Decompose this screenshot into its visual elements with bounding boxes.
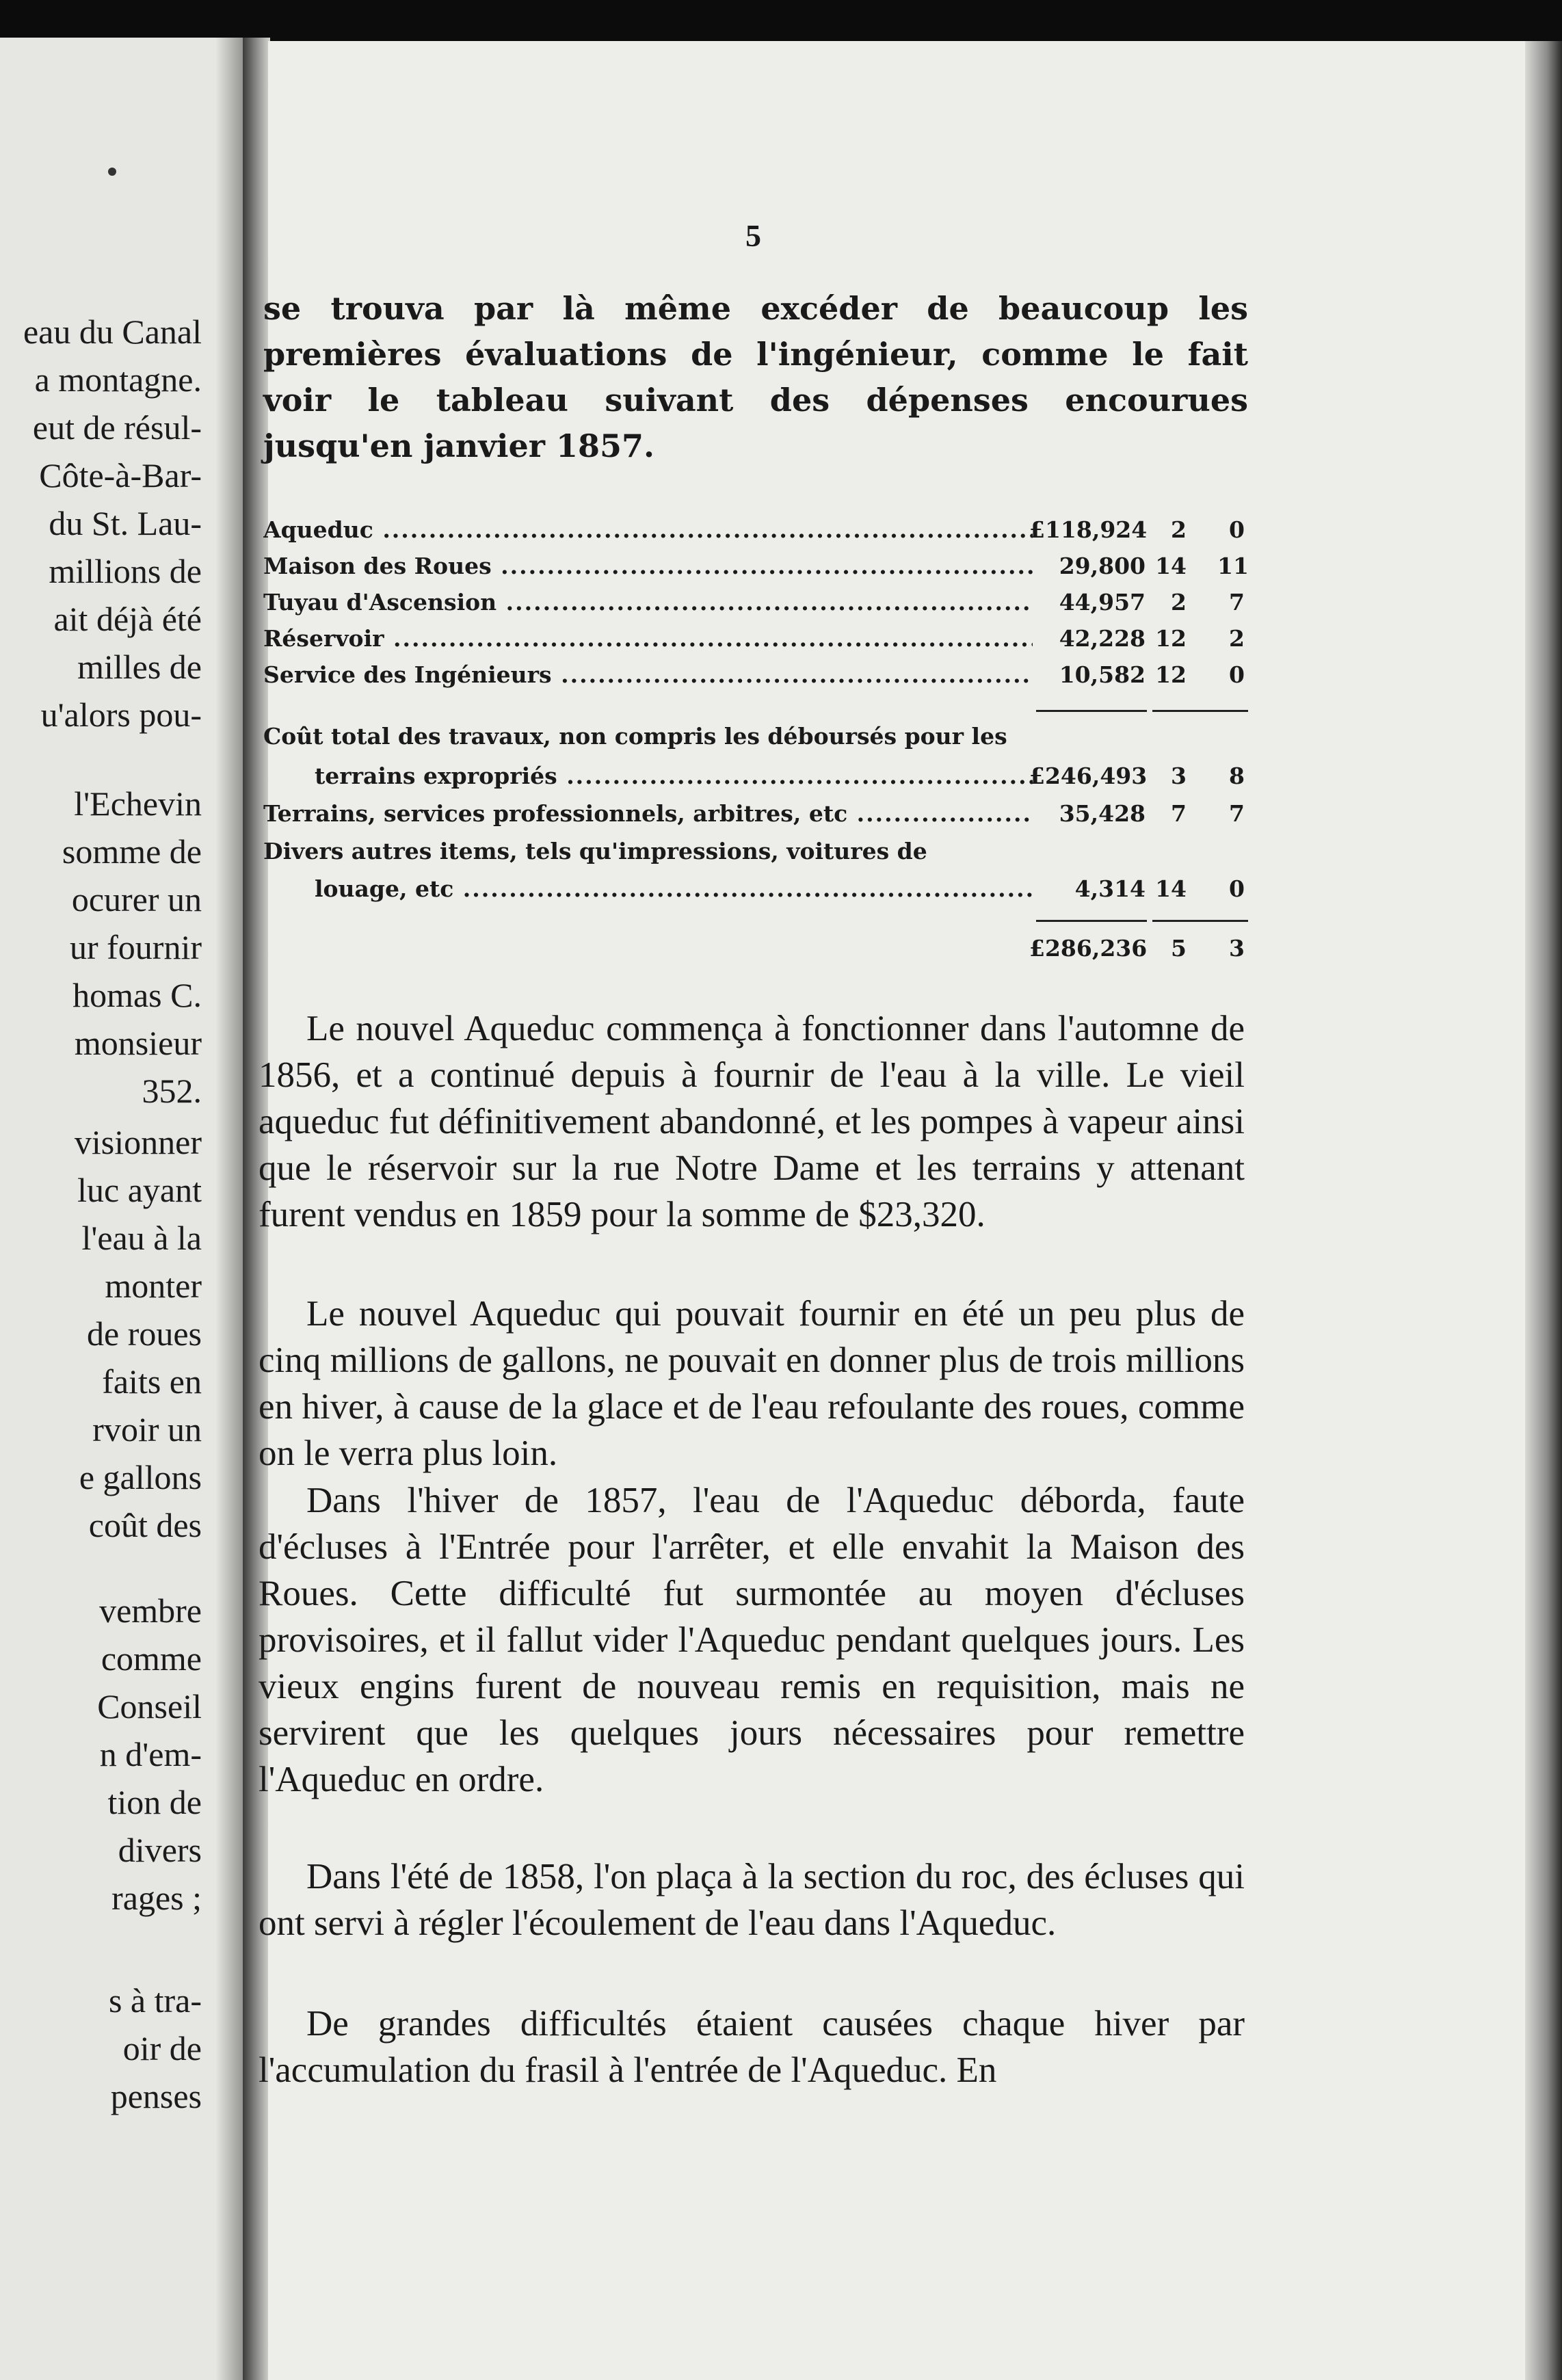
- expense-row: [263, 516, 1248, 551]
- expense-pence: 7: [1229, 800, 1245, 827]
- left-line: l'eau à la: [81, 1219, 202, 1257]
- expense-pence: 0: [1229, 661, 1245, 688]
- total-label-cont: terrains expropriés .....: [315, 763, 1033, 789]
- expense-pence: 11: [1217, 553, 1249, 579]
- body-paragraph: Dans l'été de 1858, l'on plaça à la section du roc, des écluses qui ont servi à régler l'écoulement de l'eau dans l'Aqueduc.: [259, 1857, 1245, 1943]
- left-line: somme de: [62, 832, 202, 871]
- expense-amount: 10,582: [1059, 661, 1146, 688]
- grand-total-row: [263, 935, 1248, 969]
- left-line: e gallons: [79, 1458, 202, 1496]
- expense-amount: 44,957: [1059, 589, 1146, 616]
- expense-pence: 2: [1229, 625, 1245, 652]
- expense-shillings: 2: [1171, 516, 1187, 543]
- left-line: homas C.: [72, 976, 202, 1014]
- left-line: ait déjà été: [53, 600, 202, 638]
- page-shadow: [215, 38, 243, 2380]
- left-line: a montagne.: [34, 360, 202, 399]
- left-line: monter: [105, 1267, 202, 1305]
- total-label: Coût total des travaux, non compris les déboursés pour les: [263, 723, 1007, 750]
- expense-label: Aqueduc .....: [263, 516, 1033, 543]
- left-line: Côte-à-Bar-: [39, 456, 202, 494]
- sum-rule: [1036, 710, 1147, 712]
- expense-shillings: 2: [1171, 589, 1187, 616]
- expense-amount: £118,924: [1029, 516, 1148, 543]
- left-line: millions de: [49, 552, 202, 590]
- expense-pence: 0: [1229, 516, 1245, 543]
- expense-label: Maison des Roues .....: [263, 553, 1033, 579]
- expense-label: Réservoir .....: [263, 625, 1033, 652]
- grand-total-shillings: 5: [1171, 935, 1187, 962]
- expense-pence: 7: [1229, 589, 1245, 616]
- divers-label: Divers autres items, tels qu'impressions, voitures de: [263, 838, 927, 864]
- divers-label-cont: louage, etc .....: [315, 875, 1033, 902]
- left-line: eut de résul-: [32, 408, 202, 447]
- expense-amount: 29,800: [1059, 553, 1146, 579]
- page-number: 5: [745, 218, 761, 253]
- body-paragraph: De grandes difficultés étaient causées chaque hiver par l'accumulation du frasil à l'entrée de l'Aqueduc. En: [259, 2004, 1245, 2090]
- left-line: faits en: [102, 1362, 202, 1401]
- expense-shillings: 7: [1171, 800, 1187, 827]
- left-line: divers: [118, 1831, 202, 1869]
- sum-rule: [1036, 920, 1147, 922]
- expense-label: Tuyau d'Ascension .....: [263, 589, 1033, 616]
- body-paragraph: Le nouvel Aqueduc commença à fonctionner dans l'automne de 1856, et a continué depuis à fournir de l'eau à la ville. Le vieil aqueduc fut définitivement abandonné, et les pompes à vapeur ainsi que le réservoir sur la rue Notre Dame et les terrains y attenant furent vendus en 1859 pour la somme de $23,320.: [259, 1009, 1245, 1234]
- grand-total-pence: 3: [1229, 935, 1245, 962]
- expense-shillings: 12: [1155, 625, 1187, 652]
- left-line: rages ;: [111, 1879, 202, 1917]
- left-line: ur fournir: [70, 928, 202, 966]
- left-line: u'alors pou-: [40, 696, 202, 734]
- divers-pence: 0: [1229, 875, 1245, 902]
- left-line: eau du Canal: [23, 313, 202, 351]
- body-paragraph: Le nouvel Aqueduc qui pouvait fournir en été un peu plus de cinq millions de gallons, ne pouvait en donner plus de trois millions en hiver, à cause de la glace et de l'eau refoulante des roues, comme on le verra plus loin.: [259, 1294, 1245, 1473]
- expense-row: [263, 589, 1248, 623]
- left-line: s à tra-: [108, 1981, 202, 2020]
- expense-label: Service des Ingénieurs .....: [263, 661, 1033, 688]
- left-line: du St. Lau-: [49, 504, 202, 542]
- expense-row: [263, 661, 1248, 696]
- expense-shillings: 14: [1155, 553, 1187, 579]
- body-paragraph: Dans l'hiver de 1857, l'eau de l'Aqueduc déborda, faute d'écluses à l'Entrée pour l'arrêter, et elle envahit la Maison des Roues. Cette difficulté fut surmontée au moyen d'écluses provisoires, et il fallut vider l'Aqueduc pendant quelques jours. Les vieux engins furent de nouveau remis en requisition, mais ne servirent que les quelques jours nécessaires pour remettre l'Aqueduc en ordre.: [259, 1481, 1245, 1799]
- grand-total-amount: £286,236: [1029, 935, 1148, 962]
- expense-label: Terrains, services professionnels, arbitres, etc .....: [263, 800, 1033, 827]
- left-line: n d'em-: [99, 1735, 202, 1773]
- total-pence: 8: [1229, 763, 1245, 789]
- left-line: milles de: [77, 648, 202, 686]
- intro-paragraph: se trouva par là même excéder de beaucoup les premières évaluations de l'ingénieur, comme le fait voir le tableau suivant des dépenses encourues jusqu'en janvier 1857.: [263, 290, 1248, 464]
- total-label-row: [263, 723, 1248, 757]
- divers-row: [263, 875, 1248, 910]
- left-line: rvoir un: [92, 1410, 202, 1449]
- left-line: comme: [101, 1639, 202, 1678]
- left-line: luc ayant: [77, 1171, 202, 1209]
- page-edge: [1525, 41, 1562, 2380]
- left-line: ocurer un: [71, 880, 202, 918]
- divers-amount: 4,314: [1074, 875, 1146, 902]
- left-line: tion de: [107, 1783, 202, 1821]
- expense-amount: 42,228: [1059, 625, 1146, 652]
- left-line: 352.: [142, 1072, 202, 1110]
- left-line: l'Echevin: [74, 784, 202, 823]
- total-shillings: 3: [1171, 763, 1187, 789]
- divers-shillings: 14: [1155, 875, 1187, 902]
- left-line: vembre: [99, 1591, 202, 1630]
- left-line: penses: [110, 2077, 202, 2115]
- total-amount: £246,493: [1029, 763, 1148, 789]
- total-row: [263, 763, 1248, 797]
- expense-row: [263, 625, 1248, 659]
- left-line: coût des: [88, 1506, 202, 1544]
- left-facing-page: [0, 38, 243, 2380]
- expense-row: [263, 553, 1248, 587]
- expense-amount: 35,428: [1059, 800, 1146, 827]
- sum-rule: [1152, 710, 1248, 712]
- left-line: Conseil: [97, 1687, 202, 1726]
- left-line: de roues: [87, 1314, 202, 1353]
- left-line: oir de: [122, 2029, 202, 2067]
- left-line: monsieur: [74, 1024, 202, 1062]
- divers-label-row: [263, 838, 1248, 872]
- expense-row: [263, 800, 1248, 834]
- ink-dot: [108, 168, 116, 176]
- sum-rule: [1152, 920, 1248, 922]
- left-line: visionner: [74, 1123, 202, 1161]
- expense-shillings: 12: [1155, 661, 1187, 688]
